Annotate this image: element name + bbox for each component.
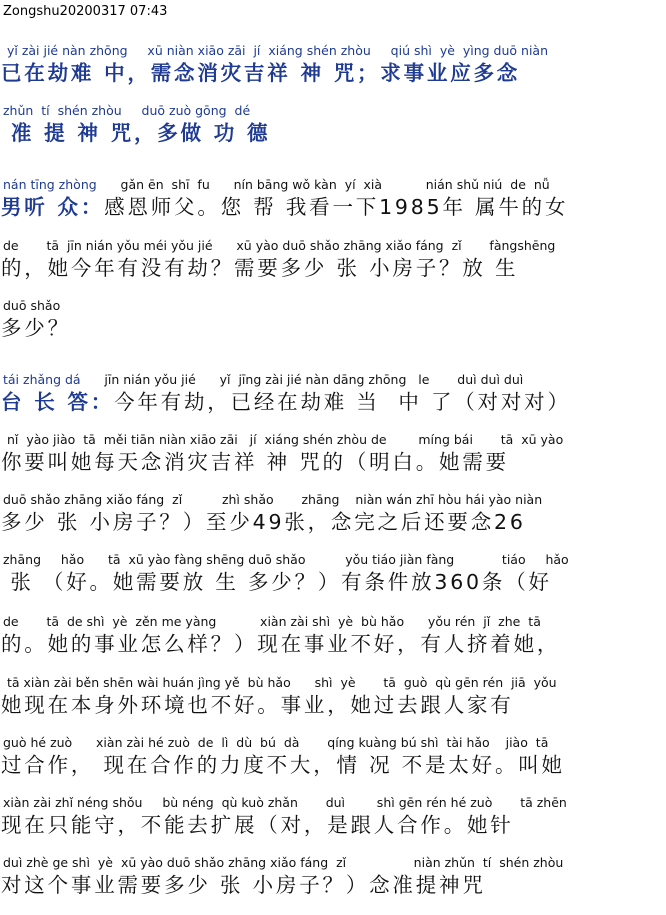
text-line-6: [0, 372, 666, 416]
text-line-4: [0, 238, 666, 282]
hanzi-line: 现在只能守，不能去扩展（对，是跟人合作。她针: [1, 813, 514, 837]
hanzi-line: [0, 193, 666, 221]
hanzi-line: 的。她的事业怎么样？）现在事业不好，有人挤着她，: [1, 632, 561, 656]
pinyin-line: [0, 372, 666, 388]
header-label: Zongshu20200317 07:43: [3, 4, 168, 19]
pinyin-line: tā xiàn zài běn shēn wài huán jìng yě bù hǎo shì yè tā guò qù gēn rén jiā yǒu: [3, 675, 557, 690]
pinyin-line: duō shǎo: [3, 298, 61, 313]
hanzi-line: 张 （好。她需要放 生 多少？）有条件放360条（好: [1, 570, 552, 594]
pinyin-line: de tā de shì yè zěn me yàng xiàn zài shì yè bù hǎo yǒu rén jǐ zhe tā: [3, 614, 541, 629]
hanzi-line: 你要叫她每天念消灾吉祥 神 咒的（明白。她需要: [1, 450, 509, 474]
text-line-11: [0, 675, 666, 719]
pinyin-line: [0, 177, 666, 193]
pinyin-line: duì zhè ge shì yè xū yào duō shǎo zhāng xiǎo fáng zǐ niàn zhǔn tí shén zhòu: [3, 855, 564, 870]
pinyin-line: nǐ yào jiào tā měi tiān niàn xiāo zāi jí xiáng shén zhòu de míng bái tā xū yào: [3, 432, 564, 447]
text-line-9: [0, 552, 666, 596]
pinyin-line: yǐ zài jié nàn zhōng xū niàn xiāo zāi jí xiáng shén zhòu qiú shì yè yìng duō niàn: [3, 43, 549, 58]
text-line-10: [0, 614, 666, 658]
speaker-label: 男听 众：: [1, 195, 105, 219]
hanzi-line: 多少 张 小房子？）至少49张，念完之后还要念26: [1, 510, 526, 534]
pinyin-line: de tā jīn nián yǒu méi yǒu jié xū yào duō shǎo zhāng xiǎo fáng zǐ fàngshēng: [3, 238, 556, 253]
pinyin-line: xiàn zài zhǐ néng shǒu bù néng qù kuò zhǎn duì shì gēn rén hé zuò tā zhēn: [3, 795, 567, 810]
hanzi-line: 准 提 神 咒，多做 功 德: [1, 121, 271, 145]
text-line-2: [0, 103, 666, 147]
text-line-5: [0, 298, 666, 342]
pinyin-text: gǎn ēn shī fu nín bāng wǒ kàn yí xià nián shǔ niú de nǚ: [96, 177, 550, 192]
hanzi-line: 对这个事业需要多少 张 小房子？）念准提神咒: [1, 873, 486, 897]
pinyin-line: guò hé zuò xiàn zài hé zuò de lì dù bú dà qíng kuàng bú shì tài hǎo jiào tā: [3, 735, 549, 750]
hanzi-line: 过合作， 现在合作的力度不大，情 况 不是太好。叫她: [1, 753, 565, 777]
pinyin-line: zhāng hǎo tā xū yào fàng shēng duō shǎo yǒu tiáo jiàn fàng tiáo hǎo: [3, 552, 569, 567]
hanzi-line: 已在劫难 中，需念消灾吉祥 神 咒；求事业应多念: [1, 61, 521, 85]
pinyin-text: jīn nián yǒu jié yǐ jīng zài jié nàn dāng zhōng le duì duì duì: [80, 372, 524, 387]
hanzi-line: 的，她今年有没有劫？需要多少 张 小房子？放 生: [1, 256, 519, 280]
hanzi-text: 今年有劫，已经在劫难 当 中 了（对对对）: [114, 390, 571, 414]
text-line-13: [0, 795, 666, 839]
hanzi-line: 她现在本身外环境也不好。事业，她过去跟人家有: [1, 693, 514, 717]
hanzi-line: 多少？: [1, 316, 71, 340]
pinyin-line: duō shǎo zhāng xiǎo fáng zǐ zhì shǎo zhāng niàn wán zhī hòu hái yào niàn: [3, 492, 543, 507]
speaker-label: 台 长 答：: [1, 390, 115, 414]
text-line-12: [0, 735, 666, 779]
pinyin-line: zhǔn tí shén zhòu duō zuò gōng dé: [3, 103, 251, 118]
text-line-8: [0, 492, 666, 536]
text-line-14: [0, 855, 666, 899]
speaker-pinyin: nán tīng zhòng: [3, 177, 97, 192]
text-line-7: [0, 432, 666, 476]
text-line-1: [0, 43, 666, 87]
text-line-3: [0, 177, 666, 221]
hanzi-text: 感恩师父。您 帮 我看一下1985年 属牛的女: [104, 195, 569, 219]
speaker-pinyin: tái zhǎng dá: [3, 372, 81, 387]
hanzi-line: [0, 388, 666, 416]
